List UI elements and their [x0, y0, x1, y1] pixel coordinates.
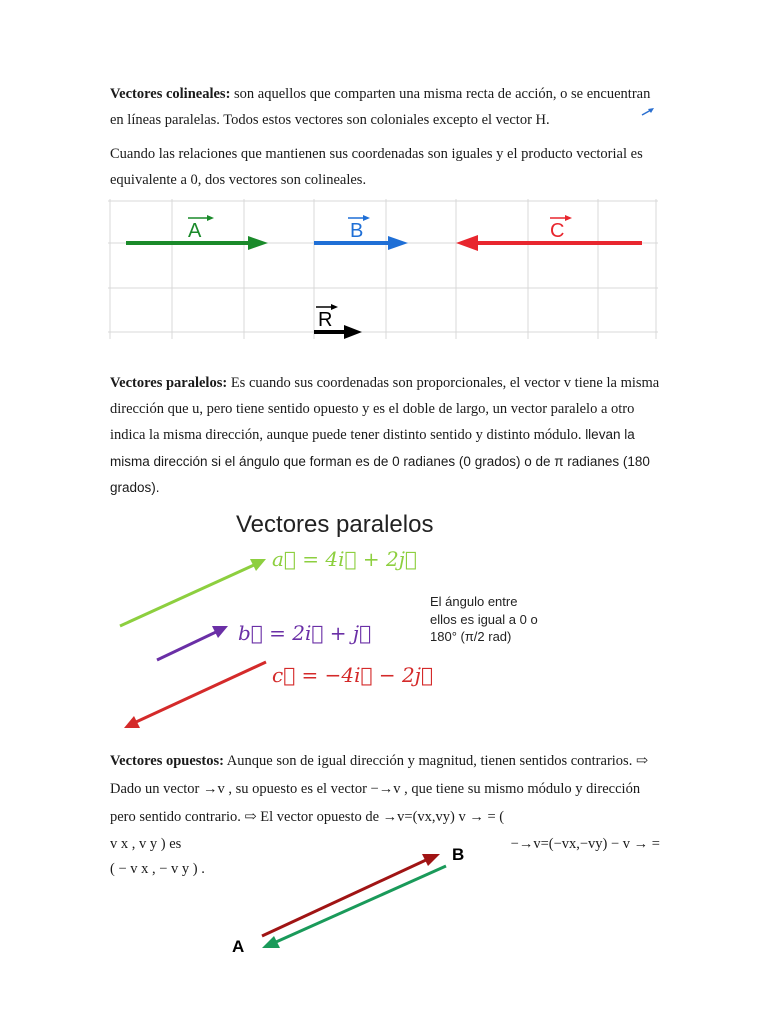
angle-note-1: El ángulo entre	[430, 594, 518, 609]
paralelos-text-sans: llevan la misma dirección si el ángulo que forman es de 0 radianes (0 grados) o de π radianes (180 grados).	[110, 427, 650, 495]
paralelos-figure	[110, 500, 570, 740]
colineales-text: son aquellos que comparten una misma recta de acción, o se encuentran en líneas paralelas. Todos estos vectores son coloniales excepto el vector H.	[110, 86, 651, 128]
vector-c-parallel	[124, 662, 266, 728]
eq-c: c⃗ = −4i⃗ − 2j⃗	[272, 663, 433, 687]
vector-c	[456, 215, 642, 251]
vector-a-parallel	[120, 559, 266, 626]
colineales-paragraph	[110, 82, 660, 133]
paralelos-heading: Vectores paralelos:	[110, 375, 228, 391]
colineales-figure	[108, 199, 660, 341]
opuestos-paragraph	[110, 747, 660, 831]
opuestos-figure	[228, 840, 488, 970]
vector-a-label: A	[188, 220, 202, 242]
eq-a: a⃗ = 4i⃗ + 2j⃗	[272, 547, 417, 571]
point-b-label: B	[452, 845, 465, 864]
paralelos-figure-title: Vectores paralelos	[236, 511, 434, 538]
colineales-condition: Cuando las relaciones que mantienen sus coordenadas son iguales y el producto vectorial es equivalente a 0, dos vectores son colineales.	[110, 146, 643, 188]
angle-note-2: ellos es igual a 0 o	[430, 612, 538, 627]
colineales-heading: Vectores colineales:	[110, 86, 231, 102]
vector-c-label: C	[550, 220, 565, 242]
vector-ab	[262, 854, 440, 936]
vector-b-parallel	[157, 626, 228, 660]
vector-r-label: R	[318, 309, 333, 331]
opuestos-line-left: v x , v y ) es	[110, 836, 182, 852]
opuestos-text: Aunque son de igual dirección y magnitud, tienen sentidos contrarios. ⇨ Dado un vector →v , su opuesto es el vector −→v , que tiene su mismo módulo y dirección pero sentido contrario. ⇨ El vector opuesto de →v=(vx,vy) v → = (	[110, 753, 649, 825]
h-vector-icon	[641, 107, 655, 117]
opuestos-heading: Vectores opuestos:	[110, 753, 224, 769]
paralelos-paragraph	[110, 371, 660, 502]
point-a-label: A	[232, 937, 245, 956]
angle-note-3: 180° (π/2 rad)	[430, 629, 512, 644]
vector-ba	[262, 866, 446, 948]
opuestos-line-right: −→v=(−vx,−vy) − v → =	[510, 836, 660, 852]
opuestos-line-last: ( − v x , − v y ) .	[110, 861, 205, 877]
vector-b-label: B	[350, 220, 364, 242]
paralelos-text: Es cuando sus coordenadas son proporcionales, el vector v tiene la misma dirección que u, pero tiene sentido opuesto y es el doble de largo, un vector paralelo a otro indica la misma dirección, aunque puede tener distinto sentido y distinto módulo.	[110, 375, 660, 443]
eq-b: b⃗ = 2i⃗ + j⃗	[238, 621, 372, 645]
